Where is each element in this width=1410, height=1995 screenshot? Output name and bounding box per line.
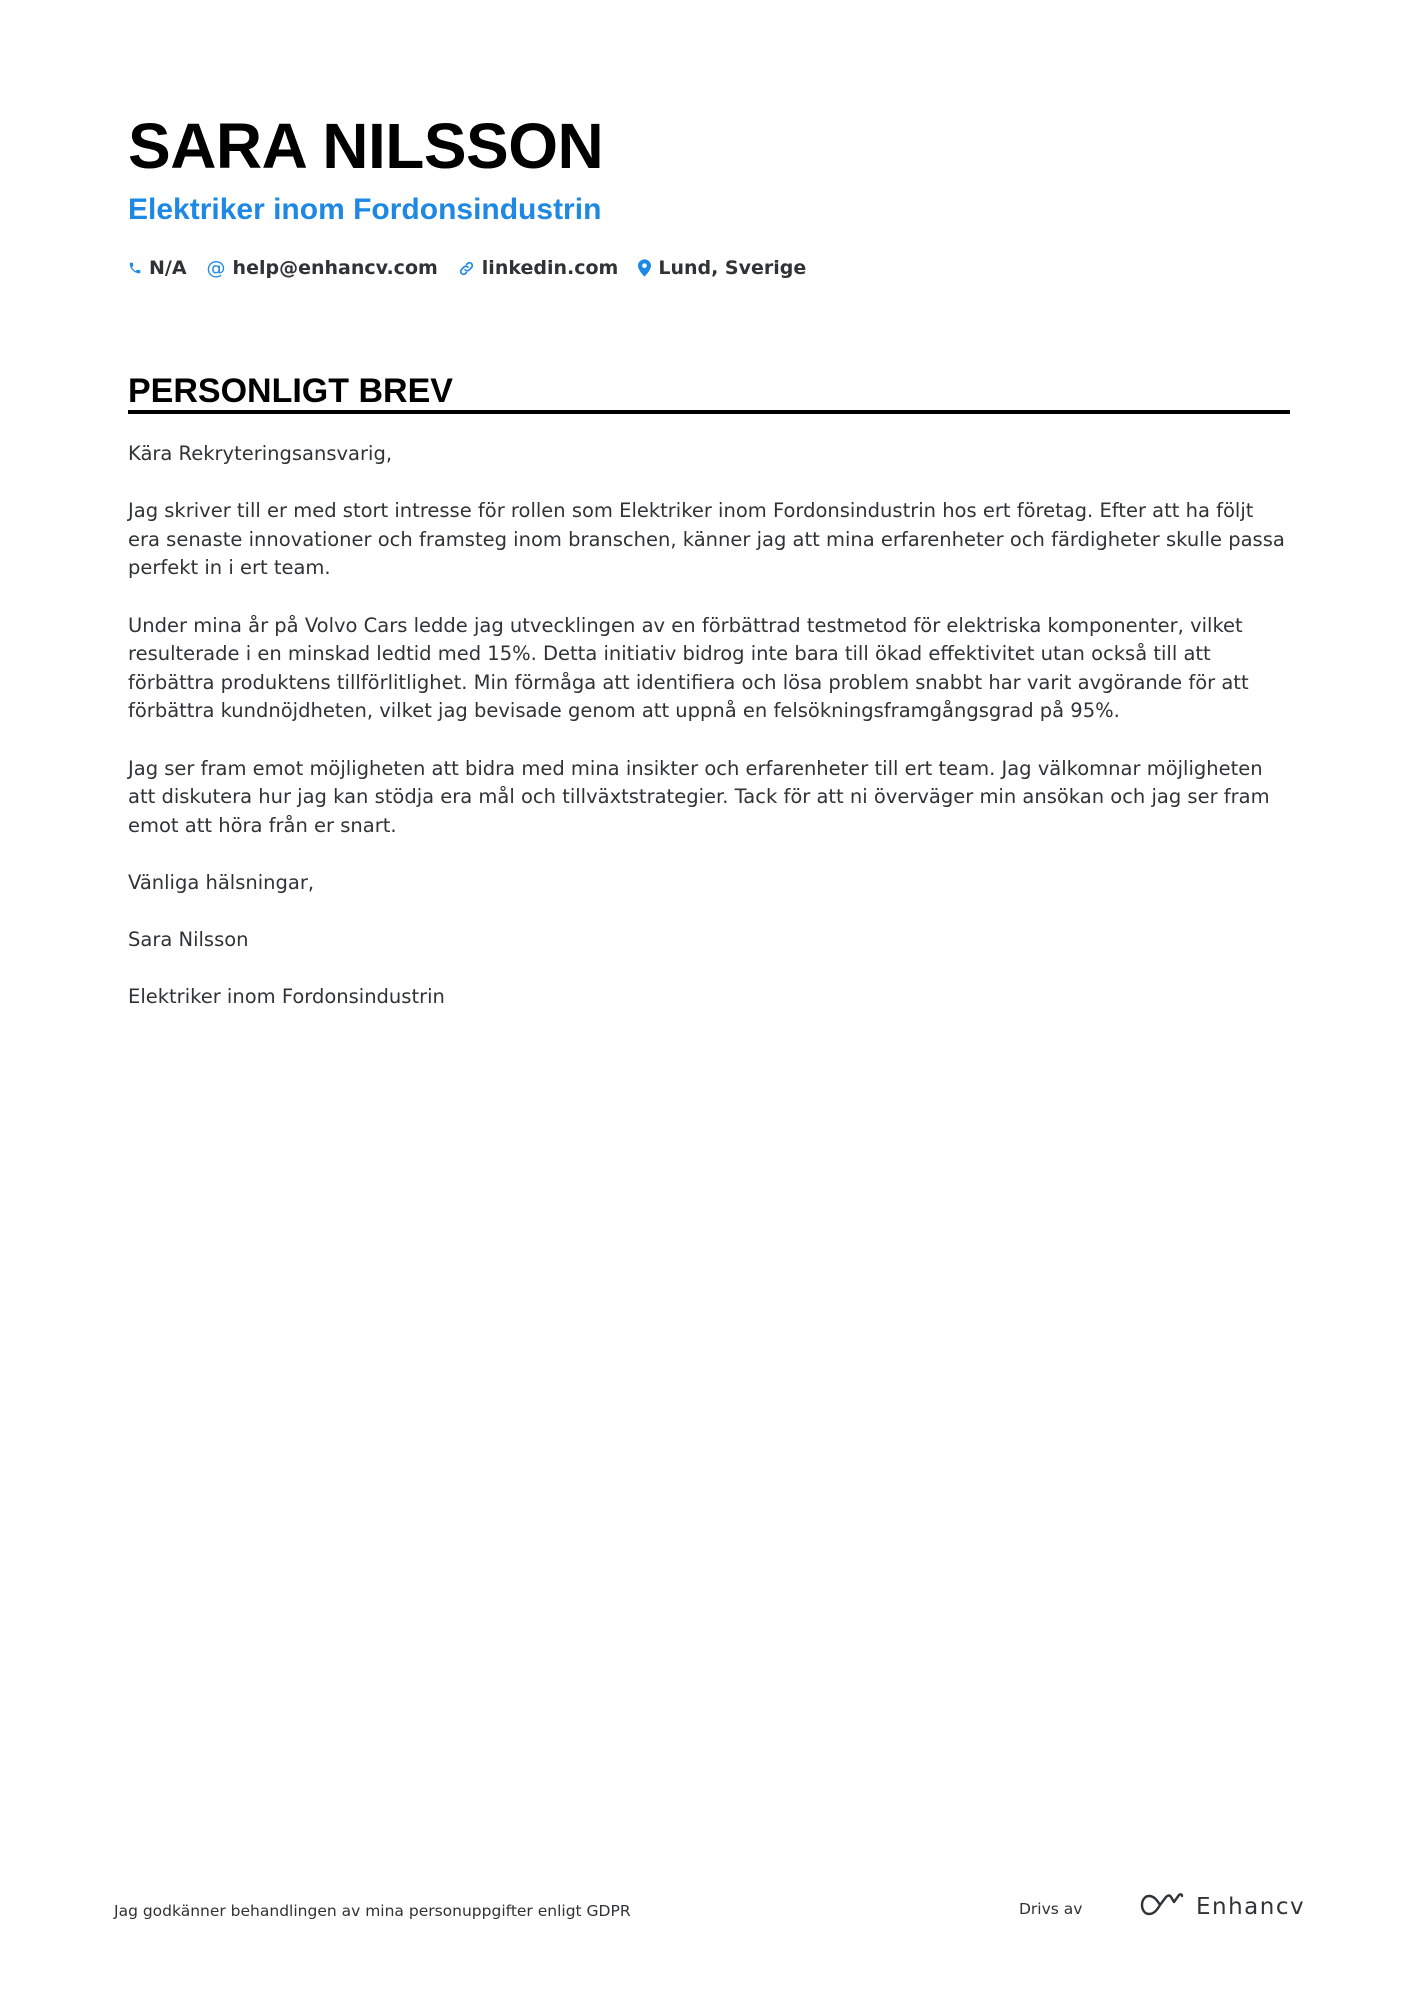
enhancv-logo-text: Enhancv: [1196, 1894, 1306, 1920]
contact-linkedin[interactable]: [458, 254, 619, 282]
contact-row: [128, 254, 806, 282]
candidate-role: Elektriker inom Fordonsindustrin: [128, 193, 602, 226]
letter-greeting: Kära Rekryteringsansvarig,: [128, 442, 393, 465]
powered-by-label: Drivs av: [1019, 1900, 1083, 1918]
signature-name: Sara Nilsson: [128, 928, 249, 952]
enhancv-logo[interactable]: [1140, 1892, 1305, 1922]
contact-phone-text: N/A: [149, 257, 187, 279]
link-icon: [458, 260, 475, 277]
contact-location: [638, 254, 806, 282]
contact-phone: [128, 254, 187, 282]
letter-body: [128, 440, 1290, 1040]
candidate-name: SARA NILSSON: [128, 110, 604, 182]
contact-linkedin-text[interactable]: linkedin.com: [481, 257, 619, 279]
at-icon: @: [206, 257, 226, 279]
contact-email[interactable]: [207, 254, 438, 282]
section-title: PERSONLIGT BREV: [128, 372, 453, 410]
letter-paragraph: Jag skriver till er med stort intresse för rollen som Elektriker inom Fordonsindustrin hos ert företag. Efter att ha följt era senaste innovationer och framsteg inom branschen, känner jag att mina erfarenheter och färdigheter skulle passa perfekt in i ert team.: [128, 499, 1285, 580]
contact-location-text: Lund, Sverige: [658, 257, 807, 279]
letter-paragraph: Jag ser fram emot möjligheten att bidra med mina insikter och erfarenheter till ert team. Jag välkomnar möjligheten att diskutera hur jag kan stödja era mål och tillväxtstrategier. Tack för att ni överväger min ansökan och jag ser fram emot att höra från er snart.: [128, 756, 1270, 837]
letter-closing: Vänliga hälsningar,: [128, 870, 315, 894]
signature-role: Elektriker inom Fordonsindustrin: [128, 985, 445, 1009]
page-footer: [114, 1890, 1306, 1930]
contact-email-text[interactable]: help@enhancv.com: [232, 257, 438, 279]
letter-paragraph: Under mina år på Volvo Cars ledde jag utvecklingen av en förbättrad testmetod för elektriska komponenter, vilket resulterade i en minskad ledtid med 15%. Detta initiativ bidrog inte bara till ökad effektivitet utan också till att förbättra produktens tillförlitlighet. Min förmåga att identifiera och lösa problem snabbt har varit avgörande för att förbättra kundnöjdheten, vilket jag bevisade genom att uppnå en felsökningsframgångsgrad på 95%.: [128, 613, 1249, 723]
gdpr-consent-text: Jag godkänner behandlingen av mina personuppgifter enligt GDPR: [114, 1902, 631, 1920]
section-divider: [128, 410, 1290, 414]
location-pin-icon: [638, 259, 651, 277]
enhancv-logo-icon: [1140, 1892, 1186, 1922]
phone-icon: [128, 260, 142, 276]
